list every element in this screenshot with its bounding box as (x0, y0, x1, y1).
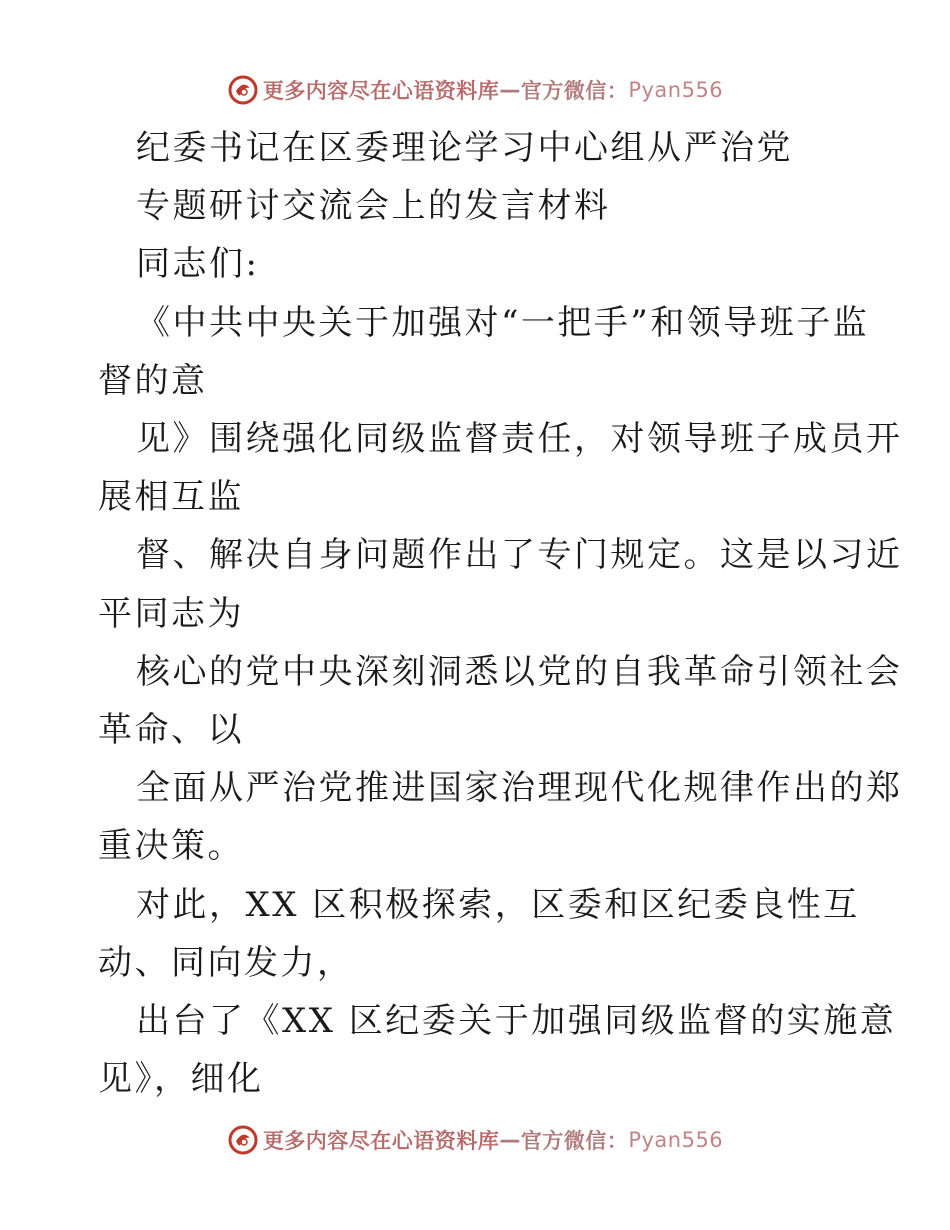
paragraph-line: 《中共中央关于加强对“一把手”和领导班子监 (136, 303, 870, 343)
banner-wechat-id: Pyan556 (628, 1128, 724, 1152)
paragraph-line: 展相互监 (98, 477, 244, 517)
top-banner (0, 70, 950, 110)
swirl-logo-icon (227, 74, 259, 106)
paragraph-line: 平同志为 (98, 594, 244, 634)
banner-brand-text: 更多内容尽在心语资料库 (262, 79, 500, 103)
paragraph-line: 督的意 (98, 361, 208, 401)
paragraph-line: 见》围绕强化同级监督责任，对领导班子成员开 (136, 419, 903, 459)
banner-brand-text: 更多内容尽在心语资料库 (262, 1129, 500, 1153)
bottom-banner (0, 1120, 950, 1160)
doc-title-line-1: 纪委书记在区委理论学习中心组从严治党 (136, 128, 793, 168)
banner-wechat-id: Pyan556 (628, 78, 724, 102)
doc-title-line-2: 专题研讨交流会上的发言材料 (136, 186, 611, 226)
paragraph-line: 出台了《XX 区纪委关于加强同级监督的实施意 (136, 1001, 897, 1041)
paragraph-line: 对此，XX 区积极探索，区委和区纪委良性互 (136, 885, 860, 925)
banner-wechat-label: 官方微信： (520, 1129, 629, 1153)
paragraph-line: 革命、以 (98, 710, 244, 750)
swirl-logo-icon (227, 1124, 259, 1156)
paragraph-line: 全面从严治党推进国家治理现代化规律作出的郑 (136, 768, 903, 808)
banner-dash: — (499, 1128, 521, 1152)
paragraph-line: 重决策。 (98, 826, 244, 866)
paragraph-line: 动、同向发力， (98, 943, 354, 983)
paragraph-line: 见》，细化 (98, 1059, 264, 1099)
banner-wechat-label: 官方微信： (520, 79, 629, 103)
salutation: 同志们: (136, 244, 260, 284)
banner-dash: — (499, 78, 521, 102)
paragraph-line: 核心的党中央深刻洞悉以党的自我革命引领社会 (136, 652, 903, 692)
paragraph-line: 督、解决自身问题作出了专门规定。这是以习近 (136, 535, 903, 575)
